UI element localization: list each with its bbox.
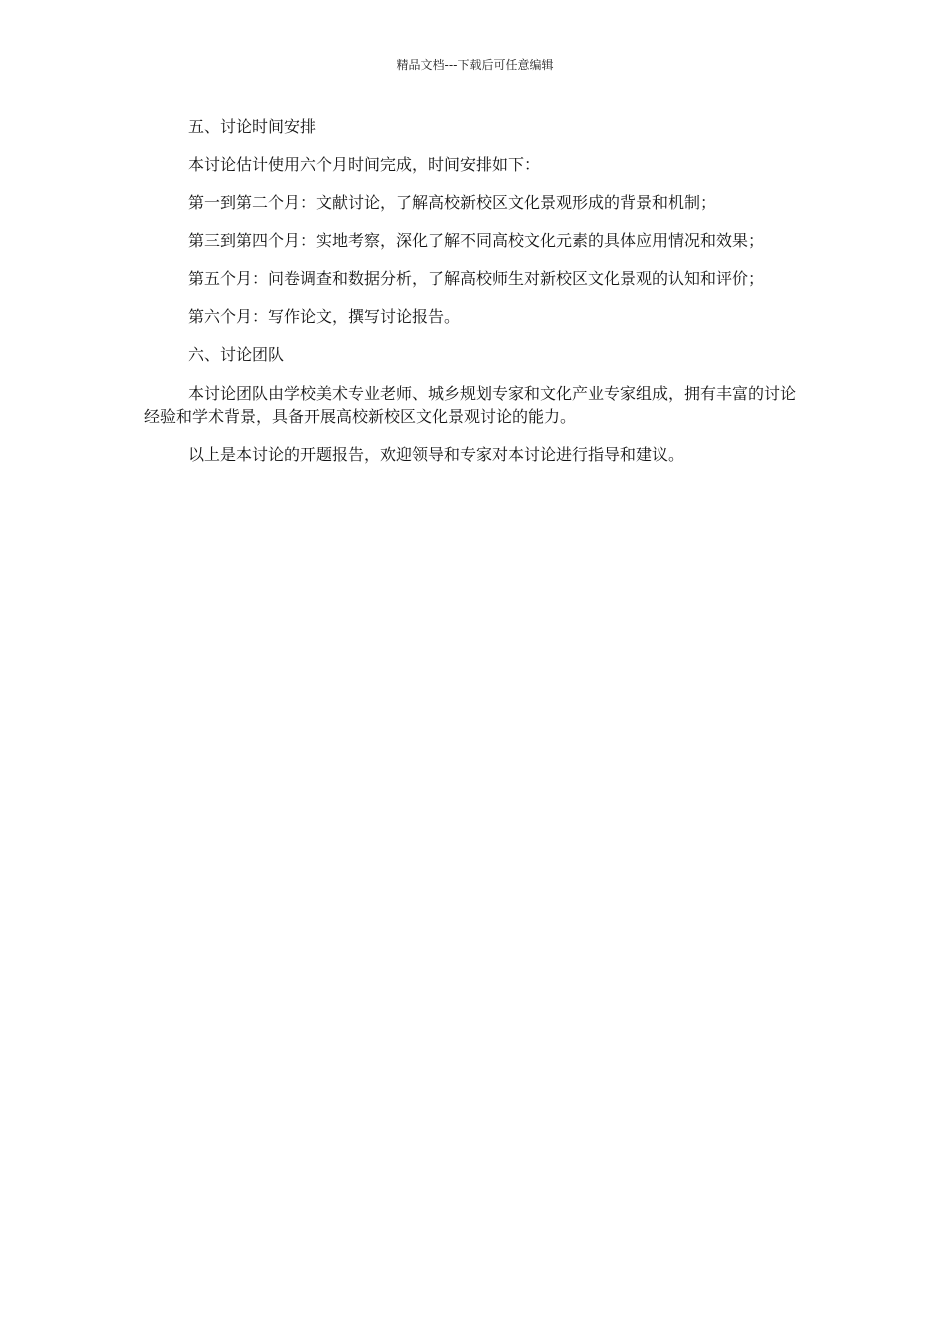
team-description-paragraph: 本讨论团队由学校美术专业老师、城乡规划专家和文化产业专家组成，拥有丰富的讨论经验和学术背景，具备开展高校新校区文化景观讨论的能力。 bbox=[144, 384, 797, 426]
page-header: 精品文档---下载后可任意编辑 bbox=[396, 58, 554, 72]
schedule-item-month-6: 第六个月：写作论文，撰写讨论报告。 bbox=[188, 307, 461, 326]
closing-paragraph: 以上是本讨论的开题报告，欢迎领导和专家对本讨论进行指导和建议。 bbox=[188, 445, 685, 464]
schedule-item-months-3-4: 第三到第四个月：实地考察，深化了解不同高校文化元素的具体应用情况和效果； bbox=[188, 231, 765, 250]
section-heading-schedule: 五、讨论时间安排 bbox=[188, 117, 317, 136]
document-body bbox=[144, 116, 808, 466]
schedule-item-month-5: 第五个月：问卷调查和数据分析，了解高校师生对新校区文化景观的认知和评价； bbox=[188, 269, 765, 288]
section-heading-team: 六、讨论团队 bbox=[188, 345, 285, 364]
schedule-item-months-1-2: 第一到第二个月：文献讨论，了解高校新校区文化景观形成的背景和机制； bbox=[188, 193, 717, 212]
schedule-intro-paragraph: 本讨论估计使用六个月时间完成，时间安排如下： bbox=[188, 155, 541, 174]
